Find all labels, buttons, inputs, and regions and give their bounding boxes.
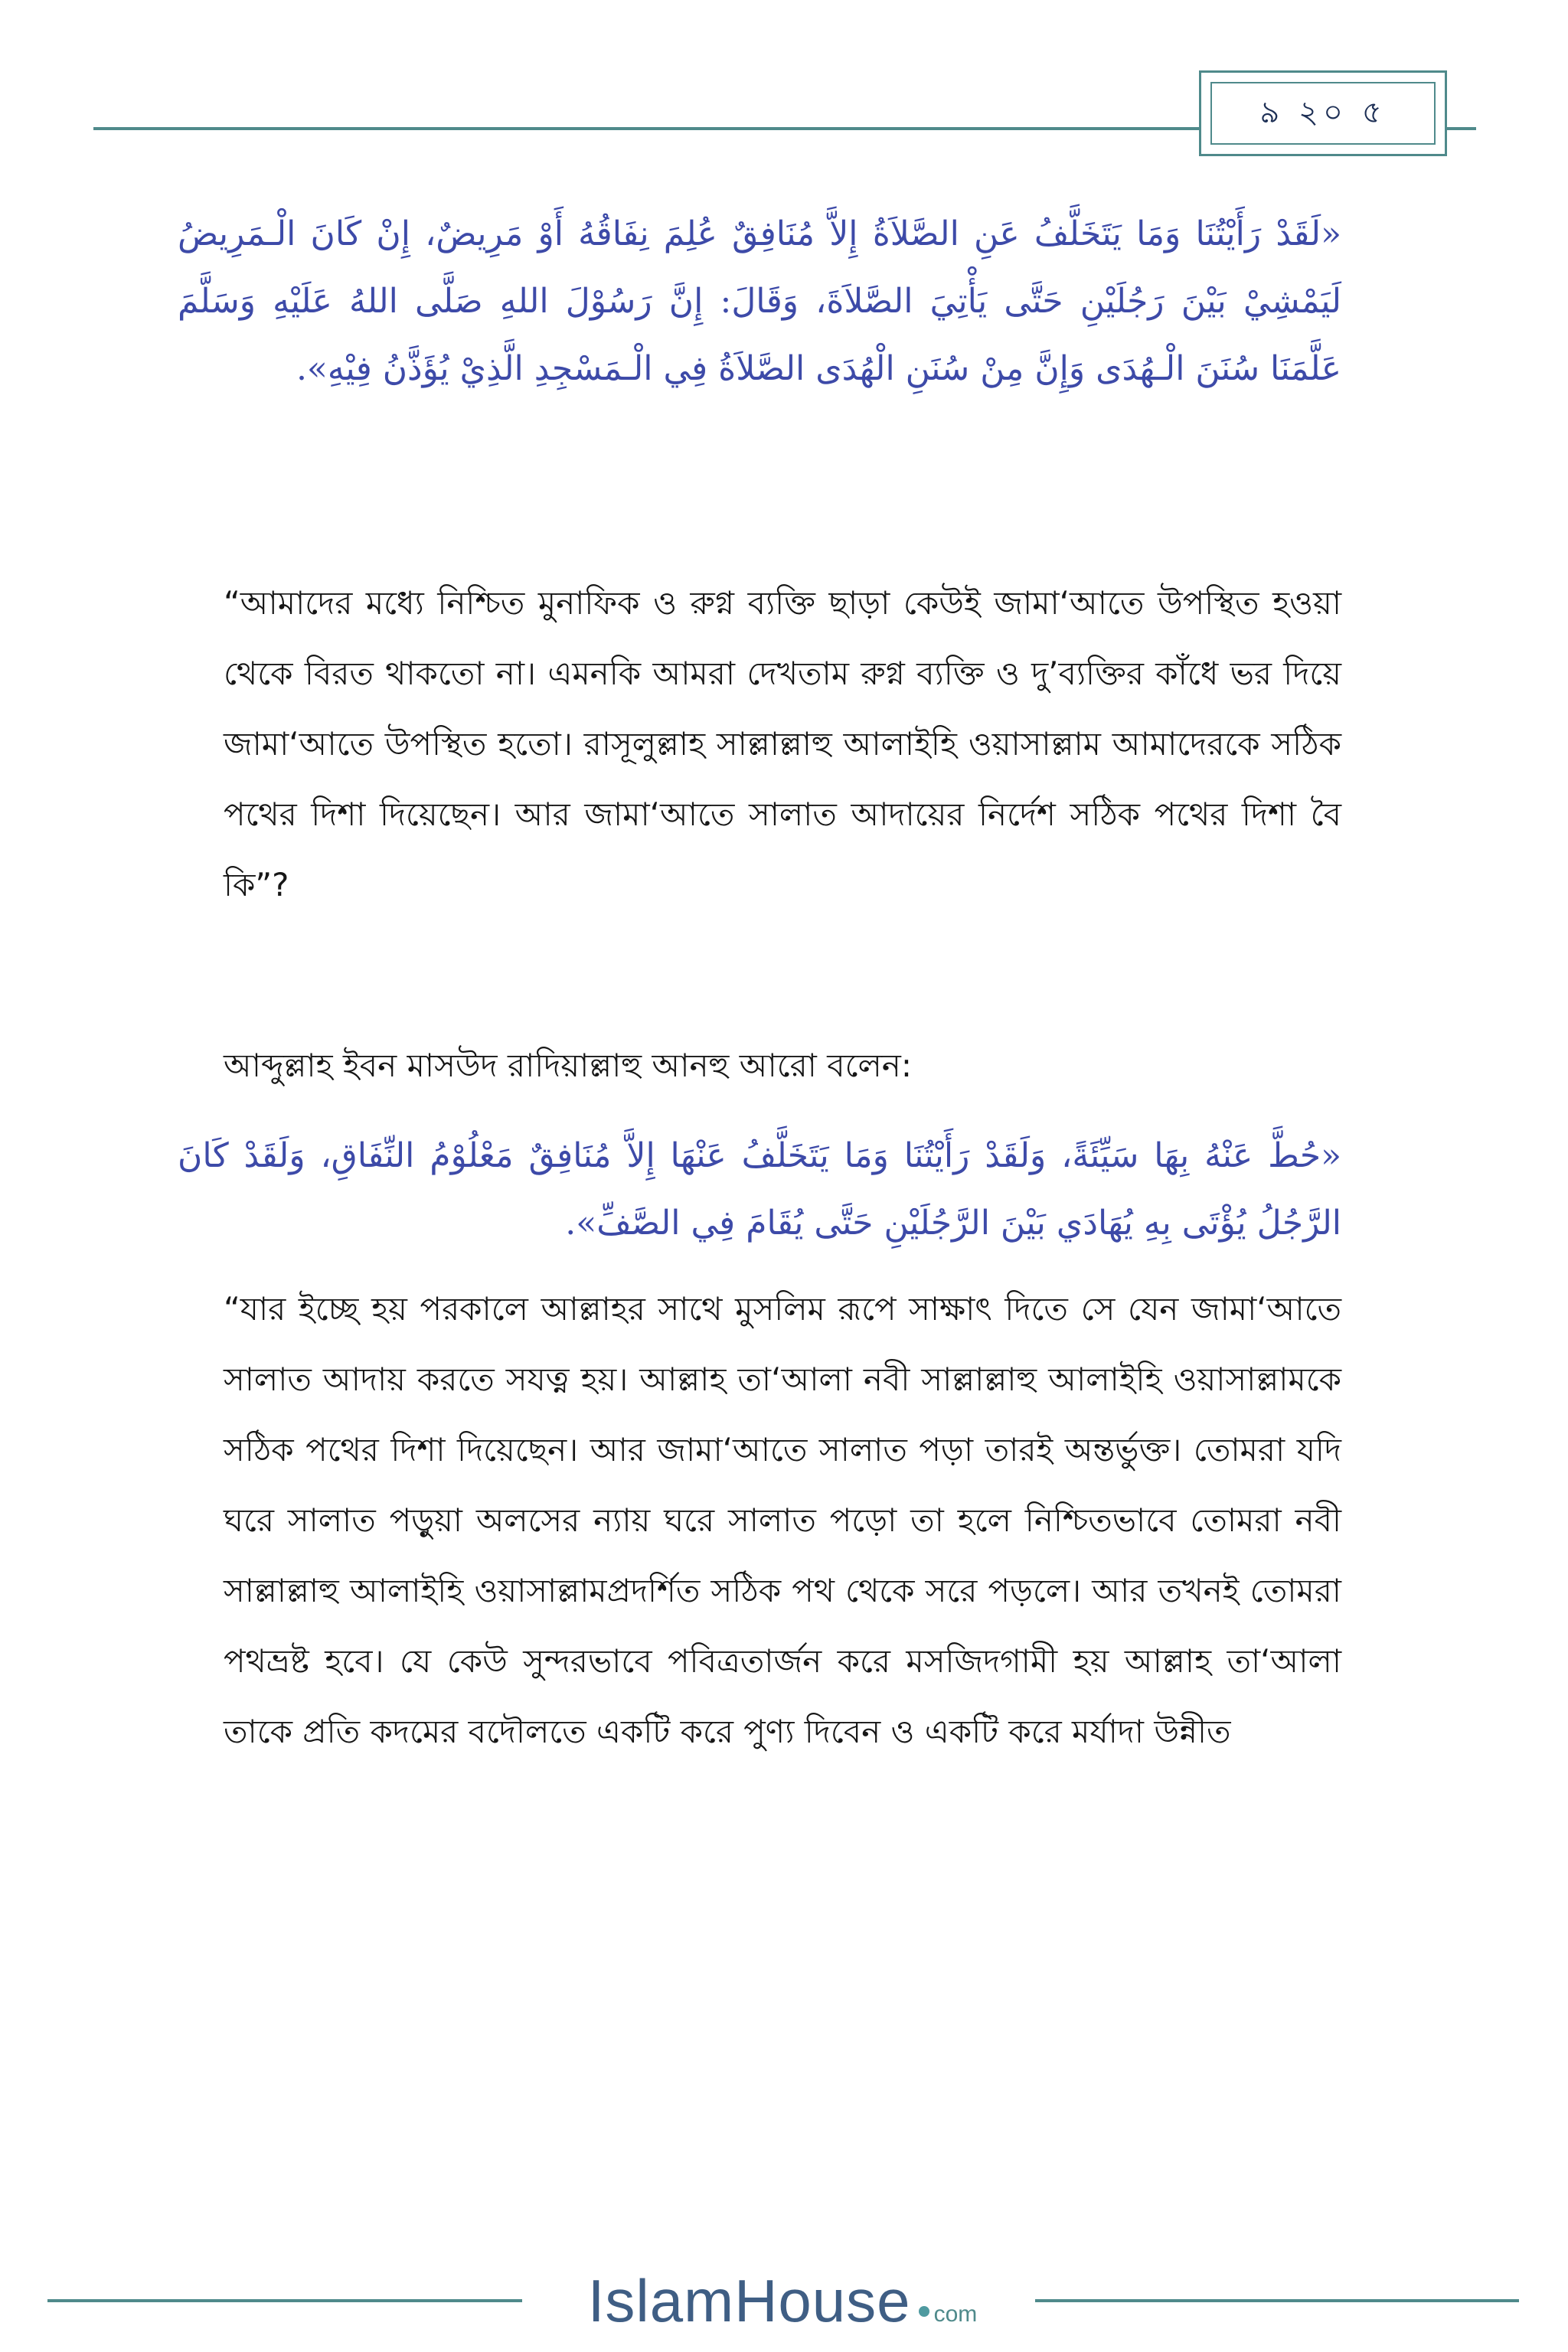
page-number: ৯ ২০ ৫ xyxy=(1210,82,1436,145)
header-rule xyxy=(93,127,1211,130)
arabic-hadith-text-2: «حُطَّ عَنْهُ بِهَا سَيِّئَةً، وَلَقَدْ رَأَيْتُنَا وَمَا يَتَخَلَّفُ عَنْهَا إِلاَّ مُنَافِقٌ مَعْلُوْمُ النِّفَاقِ، وَلَقَدْ كَانَ الرَّجُلُ يُؤْتَى بِهِ يُهَادَي بَيْنَ الرَّجُلَيْنِ حَتَّى يُقَامَ فِي الصَّفِّ». xyxy=(178,1136,1341,1243)
logo-brand-tld: com xyxy=(933,2301,978,2327)
arabic-hadith-text-1: «لَقَدْ رَأَيْتُنَا وَمَا يَتَخَلَّفُ عَنِ الصَّلاَةُ إِلاَّ مُنَافِقٌ عُلِمَ نِفَاقُهُ أَوْ مَرِيضٌ، إِنْ كَانَ الْـمَرِيضُ لَيَمْشِيْ بَيْنَ رَجُلَيْنِ حَتَّى يَأْتِيَ الصَّلاَةَ، وَقَالَ: إِنَّ رَسُوْلَ اللهِ صَلَّى اللهُ عَلَيْهِ وَسَلَّمَ عَلَّمَنَا سُنَنَ الْـهُدَى وَإِنَّ مِنْ سُنَنِ الْهُدَى الصَّلاَةُ فِي الْـمَسْجِدِ الَّذِيْ يُؤَذَّنُ فِيْهِ». xyxy=(178,214,1341,388)
bengali-paragraph-1: “আমাদের মধ্যে নিশ্চিত মুনাফিক ও রুগ্ন ব্যক্তি ছাড়া কেউই জামা‘আতে উপস্থিত হওয়া থেকে বিরত থাকতো না। এমনকি আমরা দেখতাম রুগ্ন ব্যক্তি ও দু’ব্যক্তির কাঁধে ভর দিয়ে জামা‘আতে উপস্থিত হতো। রাসূলুল্লাহ সাল্লাল্লাহু আলাইহি ওয়াসাল্লাম আমাদেরকে সঠিক পথের দিশা দিয়েছেন। আর জামা‘আতে সালাত আদায়ের নির্দেশ সঠিক পথের দিশা বৈ কি”? xyxy=(224,584,1341,903)
islamhouse-logo xyxy=(545,2266,1020,2335)
logo-dot-icon xyxy=(919,2306,929,2317)
bengali-paragraph-2: আব্দুল্লাহ ইবন মাসউদ রাদিয়াল্লাহু আনহু আরো বলেন: xyxy=(224,1047,912,1084)
logo-brand-name: IslamHouse xyxy=(587,2267,911,2334)
bengali-paragraph-3: “যার ইচ্ছে হয় পরকালে আল্লাহর সাথে মুসলিম রূপে সাক্ষাৎ দিতে সে যেন জামা‘আতে সালাত আদায় করতে সযত্ন হয়। আল্লাহ তা‘আলা নবী সাল্লাল্লাহু আলাইহি ওয়াসাল্লামকে সঠিক পথের দিশা দিয়েছেন। আর জামা‘আতে সালাত পড়া তারই অন্তর্ভুক্ত। তোমরা যদি ঘরে সালাত পড়ুয়া অলসের ন্যায় ঘরে সালাত পড়ো তা হলে নিশ্চিতভাবে তোমরা নবী সাল্লাল্লাহু আলাইহি ওয়াসাল্লামপ্রদর্শিত সঠিক পথ থেকে সরে পড়লে। আর তখনই তোমরা পথভ্রষ্ট হবে। যে কেউ সুন্দরভাবে পবিত্রতার্জন করে মসজিদগামী হয় আল্লাহ তা‘আলা তাকে প্রতি কদমের বদৌলতে একটি করে পুণ্য দিবেন ও একটি করে মর্যাদা উন্নীত xyxy=(224,1290,1341,1750)
footer-rule-left xyxy=(47,2299,522,2302)
footer-rule-right xyxy=(1035,2299,1519,2302)
page-number-box xyxy=(1199,70,1447,156)
